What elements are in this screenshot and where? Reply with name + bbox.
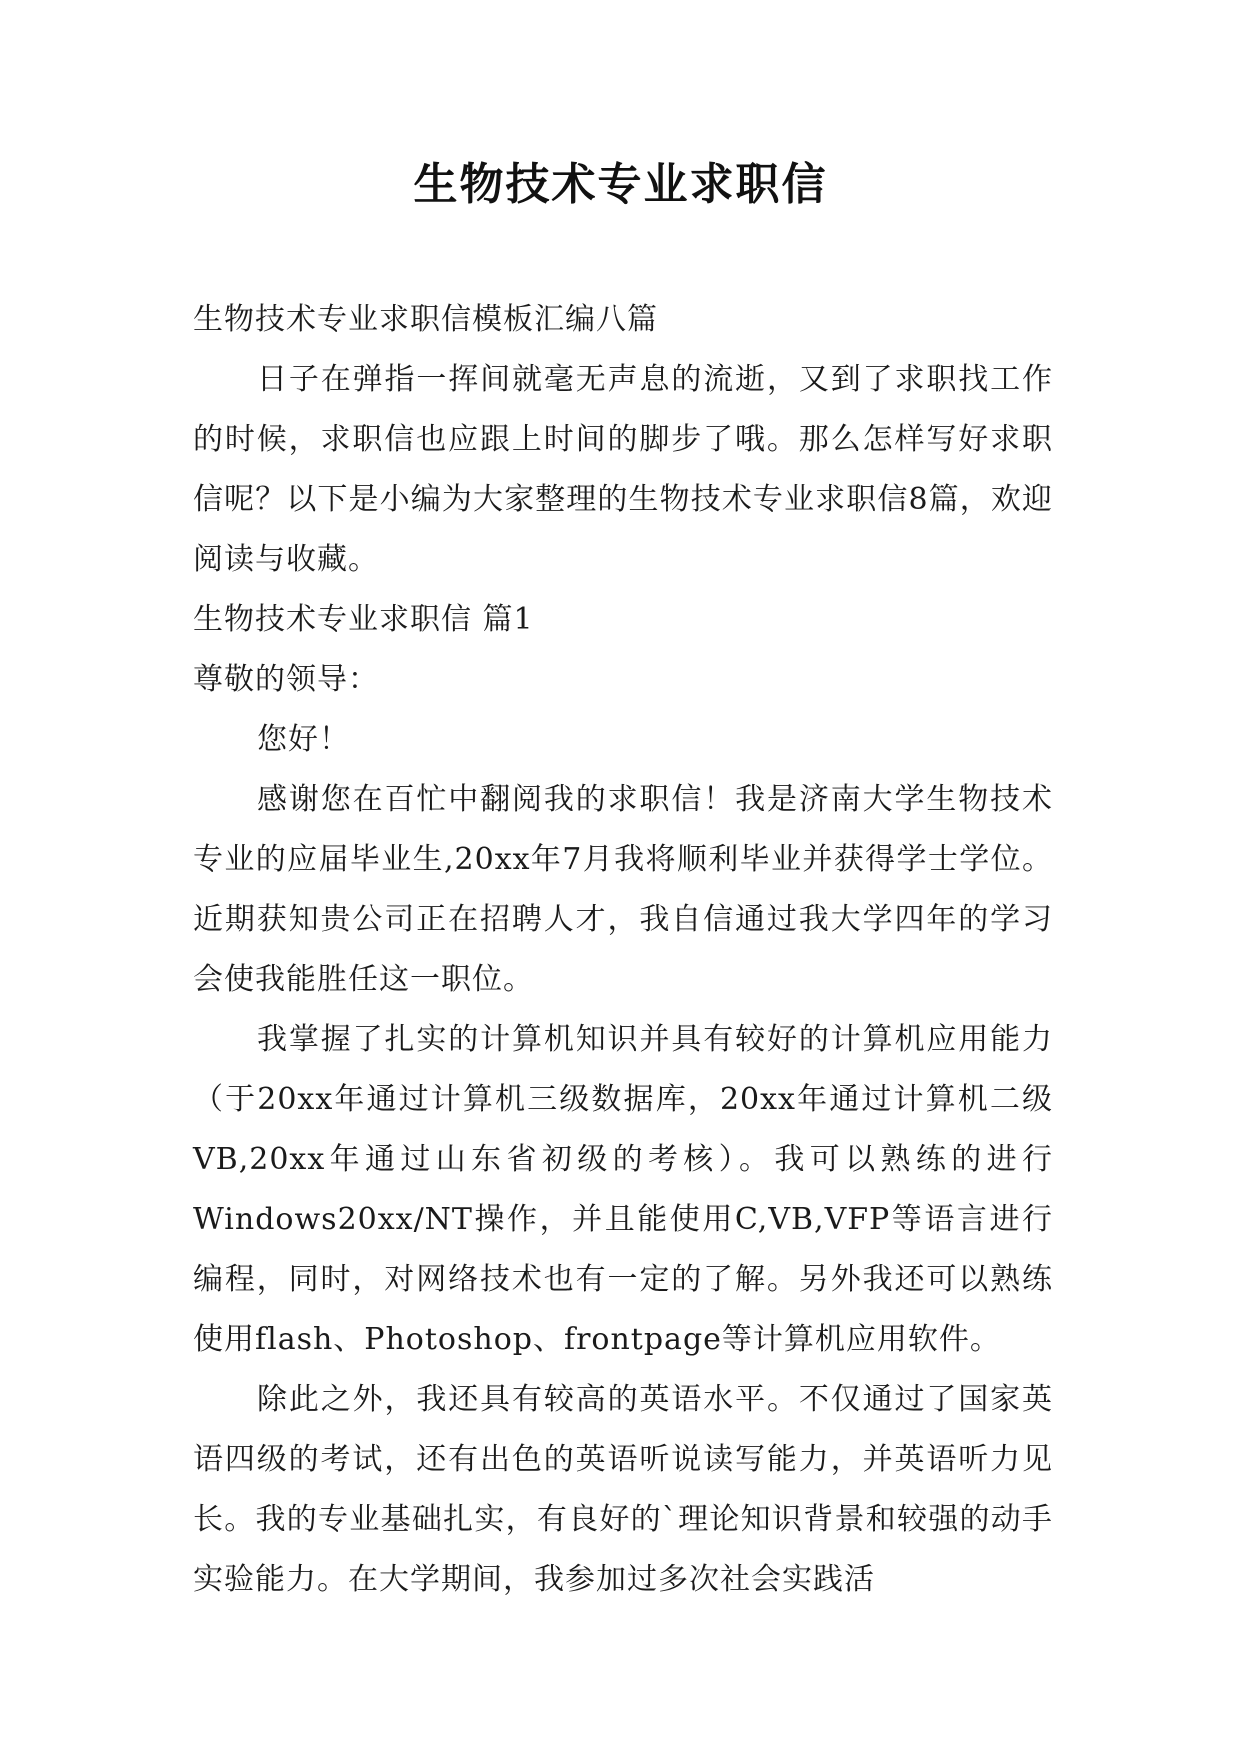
document-body [193,290,1053,1610]
greeting: 您好！ [257,722,350,757]
body-paragraph: 我掌握了扎实的计算机知识并具有较好的计算机应用能力（于20xx年通过计算机三级数据库，20xx年通过计算机二级VB,20xx年通过山东省初级的考核）。我可以熟练的进行Windows20xx/NT操作，并且能使用C,VB,VFP等语言进行编程，同时，对网络技术也有一定的了解。另外我还可以熟练使用flash、Photoshop、frontpage等计算机应用软件。 [193,1022,1053,1357]
body-paragraph: 感谢您在百忙中翻阅我的求职信！我是济南大学生物技术专业的应届毕业生,20xx年7月我将顺利毕业并获得学士学位。近期获知贵公司正在招聘人才，我自信通过我大学四年的学习会使我能胜任这一职位。 [193,782,1053,997]
section-heading: 生物技术专业求职信 篇1 [193,602,534,637]
document-title: 生物技术专业求职信 [413,159,828,210]
body-paragraph: 除此之外，我还具有较高的英语水平。不仅通过了国家英语四级的考试，还有出色的英语听说读写能力，并英语听力见长。我的专业基础扎实，有良好的`理论知识背景和较强的动手实验能力。在大学期间，我参加过多次社会实践活 [193,1382,1053,1597]
intro-paragraph: 日子在弹指一挥间就毫无声息的流逝，又到了求职找工作的时候，求职信也应跟上时间的脚步了哦。那么怎样写好求职信呢？以下是小编为大家整理的生物技术专业求职信8篇，欢迎阅读与收藏。 [193,362,1053,577]
salutation: 尊敬的领导： [193,662,379,697]
subtitle-line: 生物技术专业求职信模板汇编八篇 [193,302,658,337]
